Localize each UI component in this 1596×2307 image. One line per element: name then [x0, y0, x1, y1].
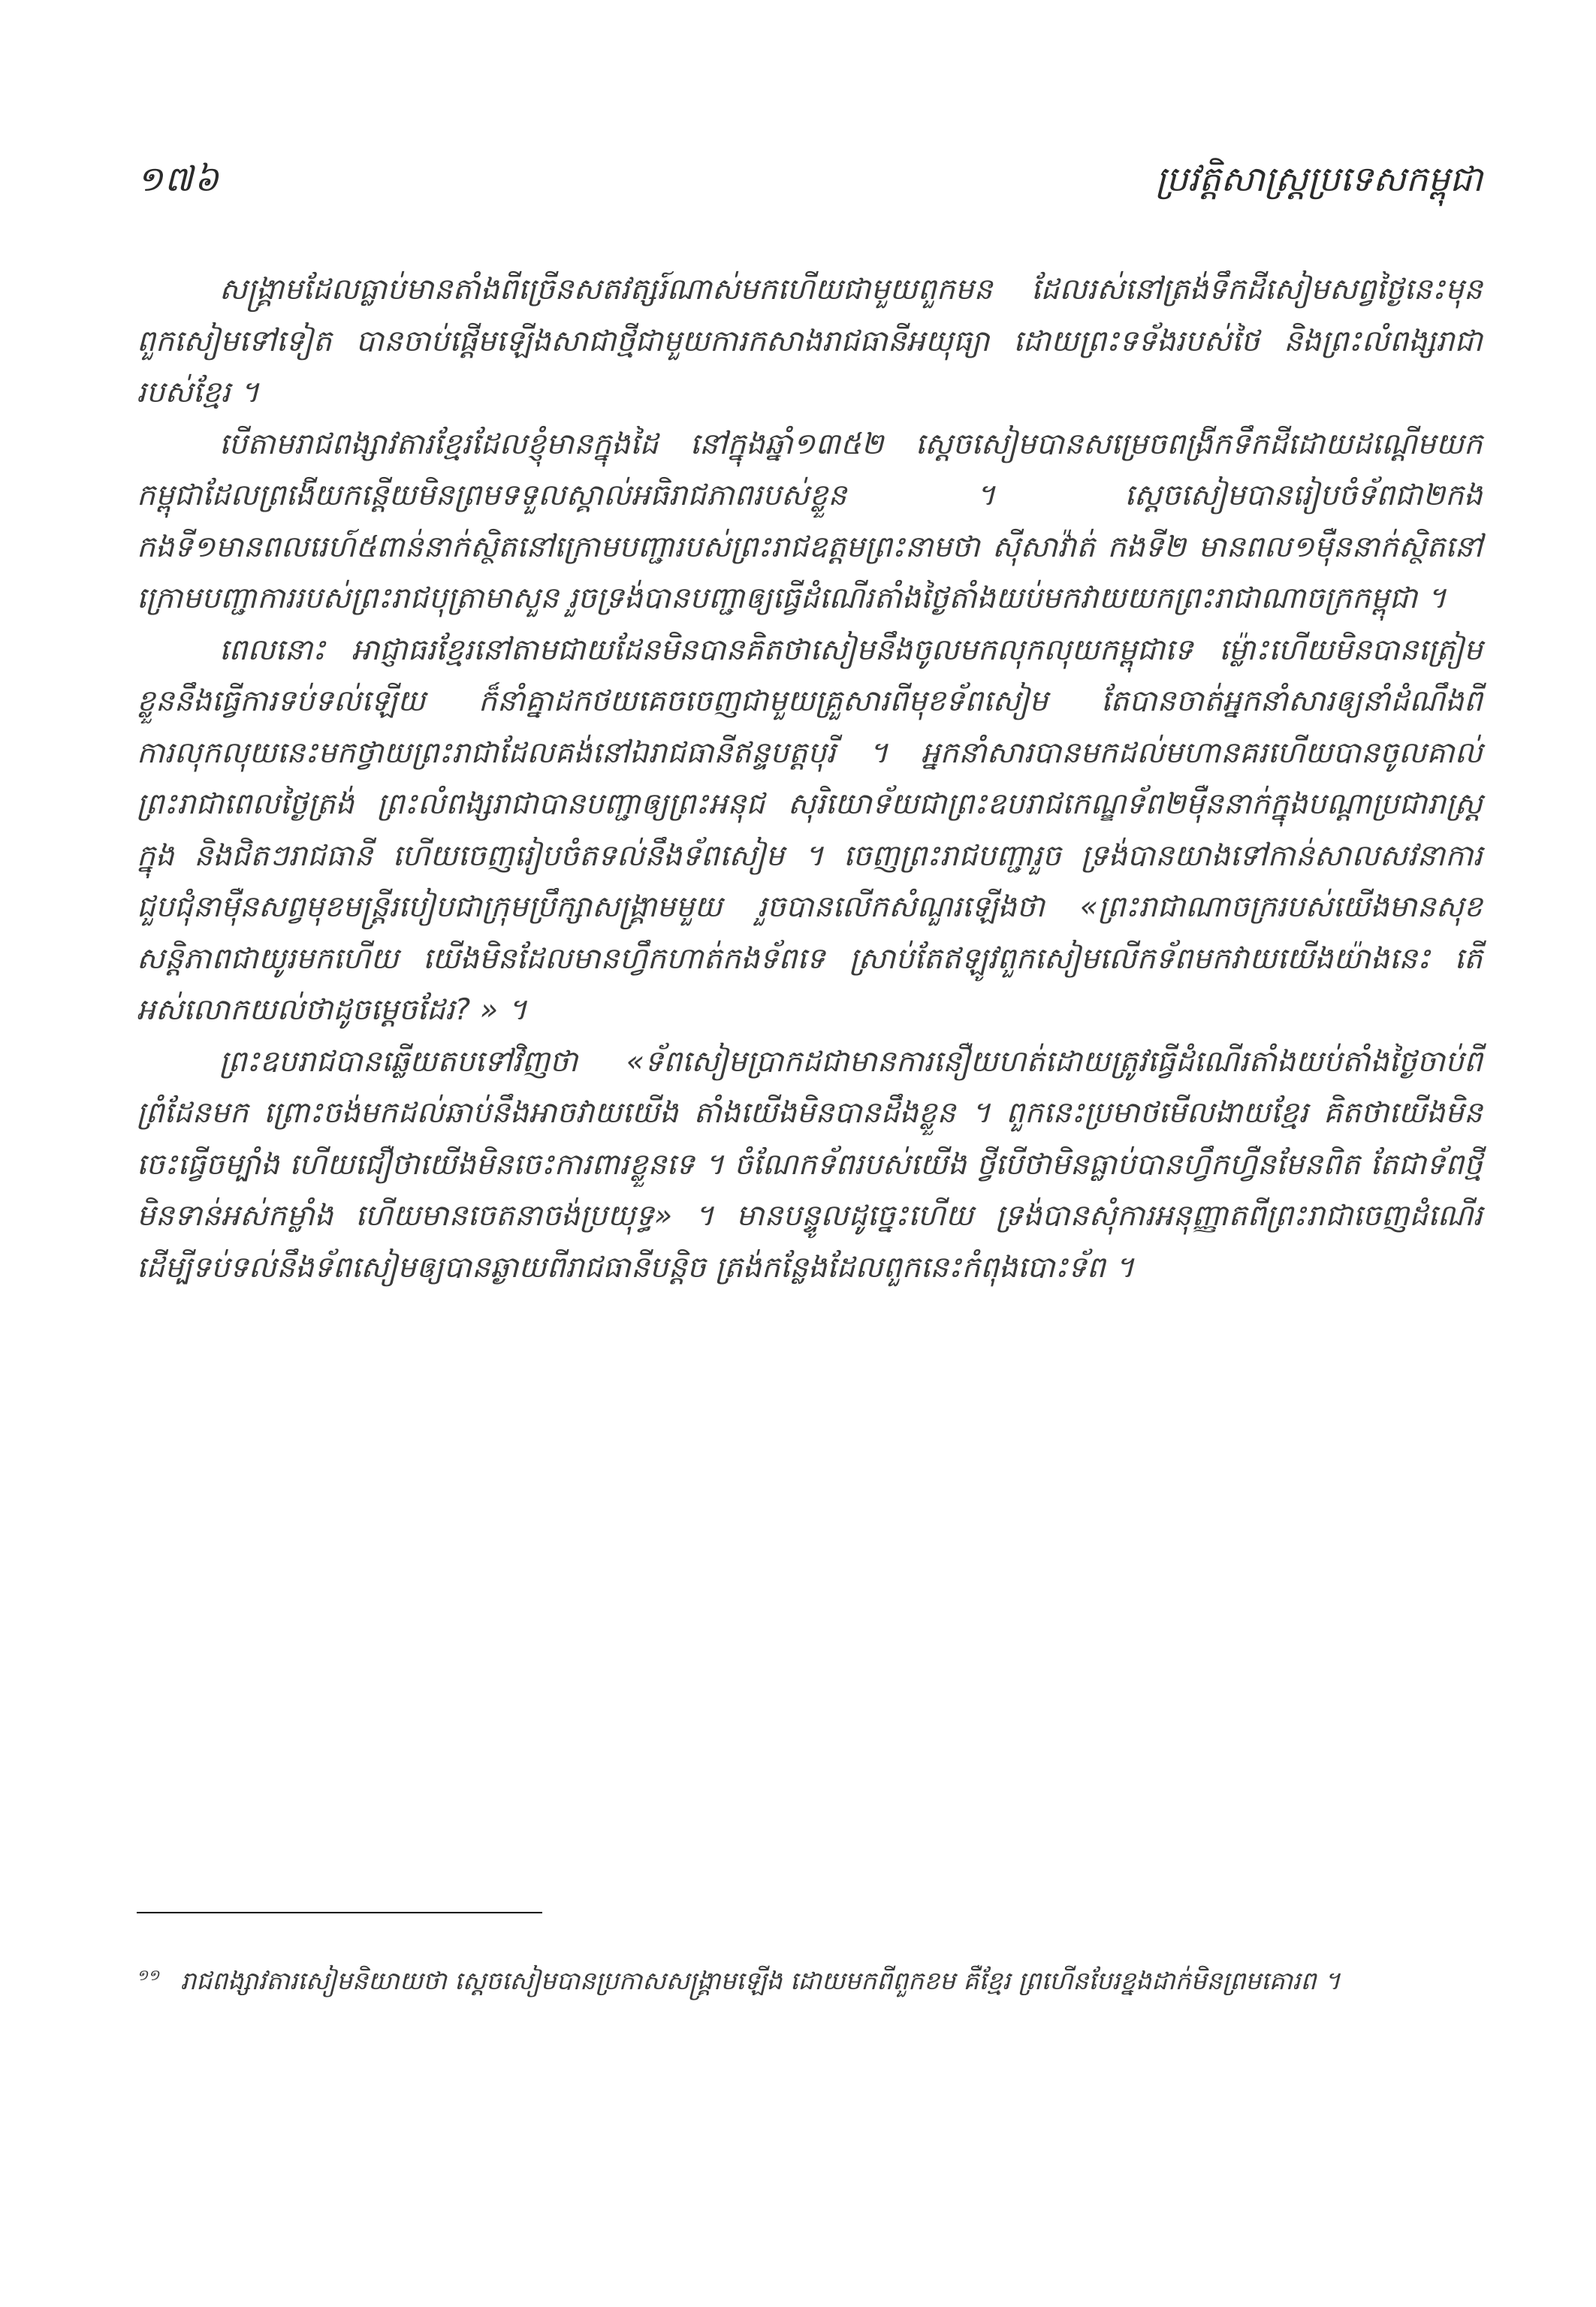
- paragraph: ពេលនោះ អាជ្ញាធរខ្មែរនៅតាមជាយដែនមិនបានគិតថាសៀមនឹងចូលមកលុកលុយកម្ពុជាទេ ម្ល៉ោះហើយមិនបានត្រៀមខ្លួននឹងធ្វើការទប់ទល់ឡើយ ក៏នាំគ្នាដកថយគេចចេញជាមួយគ្រួសារពីមុខទ័ពសៀម តែបានចាត់អ្នកនាំសារឲ្យនាំដំណឹងពីការលុកលុយនេះមកថ្វាយព្រះរាជាដែលគង់នៅឯរាជធានីឥន្ទបត្តបុរី ។ អ្នកនាំសារបានមកដល់មហានគរហើយបានចូលគាល់ព្រះរាជាពេលថ្ងៃត្រង់ ព្រះលំពង្សរាជាបានបញ្ជាឲ្យព្រះអនុជ សុរិយោទ័យជាព្រះឧបរាជកេណ្ឌទ័ព២ម៉ឺននាក់ក្នុងបណ្ដាប្រជារាស្ត្រក្នុង និងជិតៗរាជធានី ហើយចេញរៀបចំតទល់នឹងទ័ពសៀម ។ ចេញព្រះរាជបញ្ជារួច ទ្រង់បានយាងទៅកាន់សាលសវនាការ ជួបជុំនាម៉ឺនសព្វមុខមន្ត្រីរបៀបជាក្រុមប្រឹក្សាសង្គ្រាមមួយ រួចបានលើកសំណួរឡើងថា «ព្រះរាជាណាចក្ររបស់យើងមានសុខសន្តិភាពជាយូរមកហើយ យើងមិនដែលមានហ្វឹកហាត់កងទ័ពទេ ស្រាប់តែឥឡូវពួកសៀមលើកទ័ពមកវាយយើងយ៉ាងនេះ តើអស់លោកយល់ថាដូចម្ដេចដែរ? » ។: [137, 633, 1483, 1027]
- footnote: [137, 1953, 1483, 2003]
- paragraph: បើតាមរាជពង្សាវតារខ្មែរដែលខ្ញុំមានក្នុងដៃ នៅក្នុងឆ្នាំ១៣៥២ ស្ដេចសៀមបានសម្រេចពង្រីកទឹកដីដោយដណ្ដើមយកកម្ពុជាដែលព្រងើយកន្ដើយមិនព្រមទទួលស្គាល់អធិរាជភាពរបស់ខ្លួន ។ ស្ដេចសៀមបានរៀបចំទ័ពជា២កង កងទី១មានពលរេហ៍៥ពាន់នាក់ស្ថិតនៅក្រោមបញ្ជារបស់ព្រះរាជឧត្តមព្រះនាមថា ស៊ីសាវ៉ាត់ កងទី២ មានពល១ម៉ឺននាក់ស្ថិតនៅក្រោមបញ្ជាការរបស់ព្រះរាជបុត្រាមាសួន រួចទ្រង់បានបញ្ជាឲ្យធ្វើដំណើរតាំងថ្ងៃតាំងយប់មកវាយយកព្រះរាជាណាចក្រកម្ពុជា ។: [137, 427, 1483, 615]
- paragraph: ព្រះឧបរាជបានឆ្លើយតបទៅវិញថា «ទ័ពសៀមប្រាកដជាមានការនឿយហត់ដោយត្រូវធ្វើដំណើរតាំងយប់តាំងថ្ងៃចាប់ពីព្រំដែនមក ព្រោះចង់មកដល់ឆាប់នឹងអាចវាយយើង តាំងយើងមិនបានដឹងខ្លួន ។ ពួកនេះប្រមាថមើលងាយខ្មែរ គិតថាយើងមិនចេះធ្វើចម្បាំង ហើយជឿថាយើងមិនចេះការពារខ្លួនទេ ។ ចំណែកទ័ពរបស់យើង ថ្វីបើថាមិនធ្លាប់បានហ្វឹកហ្វឺនមែនពិត តែជាទ័ពថ្មី មិនទាន់អស់កម្លាំង ហើយមានចេតនាចង់ប្រយុទ្ធ» ។ មានបន្ទូលដូច្នេះហើយ ទ្រង់បានសុំការអនុញ្ញាតពីព្រះរាជាចេញដំណើរ ដើម្បីទប់ទល់នឹងទ័ពសៀមឲ្យបានឆ្ងាយពីរាជធានីបន្តិច ត្រង់កន្លែងដែលពួកនេះកំពុងបោះទ័ព ។: [137, 1044, 1483, 1285]
- footnote-text: រាជពង្សាវតារសៀមនិយាយថា ស្ដេចសៀមបានប្រកាសសង្គ្រាមឡើង ដោយមកពីពួកខម គឺខ្មែរ ព្រហើនបែរខ្នងដាក់មិនព្រមគោរព ។: [180, 1966, 1341, 1995]
- page-header: [137, 158, 1483, 210]
- page-number: ១៧៦: [137, 159, 221, 199]
- footnote-marker: ១១: [137, 1966, 160, 1984]
- footnote-divider: [137, 1912, 542, 1913]
- body-text: [137, 264, 1483, 1294]
- running-title: ប្រវត្តិសាស្ត្រប្រទេសកម្ពុជា: [1155, 159, 1483, 199]
- paragraph: សង្គ្រាមដែលធ្លាប់មានតាំងពីច្រើនសតវត្សរ៍ណាស់មកហើយជាមួយពួកមន ដែលរស់នៅត្រង់ទឹកដីសៀមសព្វថ្ងៃនេះមុនពួកសៀមទៅទៀត បានចាប់ផ្ដើមឡើងសាជាថ្មីជាមួយការកសាងរាជធានីអយុធ្យា ដោយព្រះទទ័ងរបស់ថៃ និងព្រះលំពង្សរាជារបស់ខ្មែរ ។: [137, 273, 1483, 409]
